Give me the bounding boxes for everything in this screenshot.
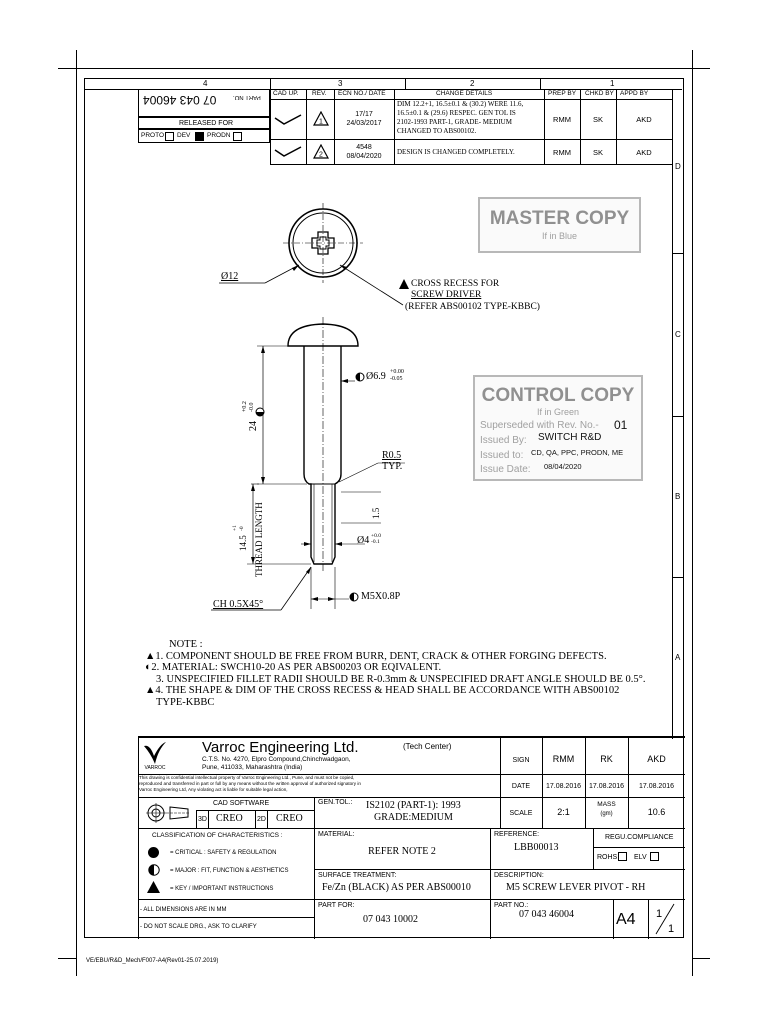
crop-mark [58, 958, 76, 959]
ecn-number: 17/17 [355, 111, 373, 118]
issued-to-value: CD, QA, PPC, PRODN, ME [531, 448, 624, 457]
title-block [138, 736, 685, 939]
cad-2d-value: CREO [276, 813, 303, 824]
zone-label: D [675, 162, 681, 171]
thread-spec: M5X0.8P [361, 591, 401, 602]
change-detail: 2102-1993 PART-1, GRADE- MEDIUM [397, 118, 512, 126]
dim-tolerance: -0.05 [390, 376, 403, 382]
cross-recess-note: (REFER ABS00102 TYPE-KBBC) [405, 302, 540, 312]
dim-tolerance: +0.00 [390, 369, 404, 375]
description-label: DESCRIPTION: [494, 872, 544, 879]
crop-mark [692, 68, 710, 69]
surface-label: SURFACE TREATMENT: [318, 872, 397, 879]
col-header: ECN NO./ DATE [338, 90, 386, 97]
classification-title: CLASSIFICATION OF CHARACTERISTICS : [152, 832, 283, 839]
part-for-value: 07 043 10002 [363, 914, 418, 925]
dim-tolerance: -0 [239, 526, 245, 531]
varroc-logo-icon [142, 740, 168, 770]
change-detail: 16.5±0.1 & (29.6) RESPEC. GEN TOL IS [397, 109, 516, 117]
ecn-date: 08/04/2020 [346, 153, 382, 160]
dim-typ: TYP. [382, 461, 403, 472]
issue-date-value: 08/04/2020 [544, 462, 582, 471]
dim-dia4: Ø4 [357, 535, 370, 546]
dim-dia69: Ø6.9 [366, 371, 386, 382]
issued-by-value: SWITCH R&D [538, 432, 602, 443]
scale-value: 2:1 [557, 807, 570, 817]
master-copy-sub: If in Blue [541, 231, 578, 241]
note-4 [145, 685, 670, 697]
gen-tol-value: IS2102 (PART-1): 1993 [366, 800, 461, 811]
form-reference: VE/EBU/R&D_Mech/F007-A4(Rev01-25.07.2019) [86, 958, 219, 964]
scale-label: SCALE [509, 810, 533, 817]
thread-length-label: THREAD LENGTH [254, 502, 264, 577]
company-address: Pune, 411033, Maharashtra (India) [202, 764, 303, 771]
reference-value: LBB00013 [514, 842, 559, 853]
cad-software-label: CAD SOFTWARE [213, 800, 270, 807]
description-value: M5 SCREW LEVER PIVOT - RH [506, 882, 646, 893]
zone-label: 1 [610, 79, 615, 88]
dim-tolerance: +1 [232, 525, 238, 531]
mass-label: MASS [597, 801, 616, 808]
key-triangle-icon: ▲ [145, 650, 156, 662]
major-symbol-icon: ◐ [145, 662, 152, 673]
part-no-mirrored: 07 043 46004 [143, 93, 217, 107]
elv-label: ELV [634, 854, 647, 861]
notes-block [145, 639, 670, 708]
gen-tol-label: GEN.TOL.: [318, 799, 353, 806]
scale-note: - DO NOT SCALE DRG., ASK TO CLARIFY [140, 924, 257, 930]
dim-tolerance: -0.1 [371, 539, 380, 545]
superseded-rev: 01 [614, 418, 628, 432]
major-symbol-icon [148, 864, 160, 876]
col-header: CHANGE DETAILS [436, 90, 493, 97]
appd-by: AKD [636, 115, 652, 124]
prep-by: RMM [553, 148, 571, 157]
superseded-label: Superseded with Rev. No.- [480, 420, 599, 431]
frame-rule [76, 68, 77, 958]
confidential-note: This drawing is confidential intellectual property of Varroc Engineering Ltd., Pune, and must not be copied, [139, 775, 355, 780]
part-for-label: PART FOR: [318, 902, 355, 909]
tech-center: (Tech Center) [403, 742, 452, 751]
mass-value: 10.6 [647, 807, 666, 817]
crop-mark [58, 68, 76, 69]
note-1 [145, 651, 670, 663]
rev-number: 1 [319, 118, 323, 126]
sign-label: SIGN [512, 757, 530, 764]
cad-3d-value: CREO [216, 813, 243, 824]
company-name: Varroc Engineering Ltd. [202, 739, 359, 756]
reference-label: REFERENCE: [494, 831, 540, 838]
dims-note: - ALL DIMENSIONS ARE IN MM [140, 907, 227, 913]
dim-r05: R0.5 [382, 450, 402, 461]
key-triangle-icon: ▲ [145, 685, 156, 696]
col-header: CHKD BY [585, 90, 614, 97]
date-chk: 17.08.2016 [588, 783, 625, 790]
rev-number: 2 [319, 151, 323, 159]
dim-15: 1.5 [371, 507, 381, 519]
svg-text:VARROC: VARROC [144, 765, 166, 770]
zone-label: 3 [338, 79, 343, 88]
prodn-label: PRODN [207, 132, 231, 139]
zone-label: B [675, 492, 681, 501]
prep-by: RMM [553, 115, 571, 124]
date-label: DATE [511, 783, 531, 790]
key-label: = KEY / IMPORTANT INSTRUCTIONS [170, 886, 274, 892]
regu-compliance-label: REGU.COMPLIANCE [605, 834, 674, 841]
issue-date-label: Issue Date: [480, 464, 531, 475]
rohs-label: ROHS [597, 854, 618, 861]
major-symbol-icon [256, 408, 264, 416]
note-2 [145, 662, 670, 674]
ecn-number: 4548 [356, 144, 372, 151]
gen-tol-value: GRADE:MEDIUM [374, 812, 453, 823]
chamfer-spec: CH 0.5X45° [213, 599, 264, 610]
note-3 [145, 674, 670, 686]
svg-text:1: 1 [655, 908, 663, 920]
dim-tolerance: +0.0 [371, 533, 381, 539]
proto-label: PROTO [141, 132, 164, 139]
critical-symbol-icon [148, 847, 159, 858]
sheet-number [650, 902, 680, 936]
crop-mark [692, 958, 710, 959]
note-4-cont [145, 697, 670, 709]
sheet-size: A4 [616, 911, 636, 928]
zone-label: 2 [470, 79, 475, 88]
change-detail: DIM 12.2+1, 16.5±0.1 & (30.2) WERE 11.6, [397, 100, 524, 108]
chkd-by: SK [592, 115, 603, 124]
zone-label: C [675, 330, 681, 339]
date-prep: 17.08.2016 [545, 783, 582, 790]
col-header: APPD BY [620, 90, 649, 97]
date-appd: 17.08.2016 [638, 783, 675, 790]
issued-by-label: Issued By: [480, 435, 527, 446]
frame-rule [692, 68, 693, 958]
sign-chk: RK [600, 754, 613, 764]
confidential-note: reproduced and transferred in part or full by any means without the written approval of authorized signatory in [139, 781, 361, 786]
part-no-label: PART NO.: [494, 902, 529, 909]
crop-mark [76, 958, 77, 976]
col-header: PREP BY [548, 90, 577, 97]
change-detail: CHANGED TO ABS00102. [397, 127, 477, 135]
major-symbol-icon [350, 593, 358, 601]
note-4b-text: TYPE-KBBC [156, 696, 215, 708]
change-detail: DESIGN IS CHANGED COMPLETELY. [397, 148, 515, 156]
cross-recess-note: SCREW DRIVER [411, 290, 482, 300]
cross-recess-note: CROSS RECESS FOR [411, 279, 500, 289]
confidential-note: Varroc Engineering Ltd, Any violating act is liable for suitable legal action, [139, 787, 288, 792]
control-copy-title: CONTROL COPY [481, 385, 635, 406]
mass-unit: (gm) [600, 811, 613, 817]
key-triangle-icon [147, 881, 160, 893]
chkd-by: SK [592, 148, 603, 157]
rohs-checkbox[interactable] [618, 852, 627, 861]
elv-checkbox[interactable] [650, 852, 659, 861]
material-label: MATERIAL: [318, 831, 355, 838]
note-3-text: 3. UNSPECIFIED FILLET RADII SHOULD BE R-0.3mm & UNSPECIFIED DRAFT ANGLE SHOULD BE 0.5°. [156, 673, 646, 685]
screw-shank [304, 346, 341, 564]
control-copy-sub: If in Green [536, 407, 580, 417]
dim-tolerance: +0.2 [242, 401, 248, 412]
sign-prep: RMM [552, 754, 575, 764]
surface-value: Fe/Zn (BLACK) AS PER ABS00010 [322, 882, 471, 893]
cad-3d-label: 3D [198, 816, 207, 823]
appd-by: AKD [636, 148, 652, 157]
dim-tolerance: -0.0 [249, 402, 255, 412]
dev-label: DEV [177, 132, 191, 139]
dim-24: 24 [248, 421, 259, 431]
note-1-text: 1. COMPONENT SHOULD BE FREE FROM BURR, DENT, CRACK & OTHER FORGING DEFECTS. [155, 650, 607, 662]
crop-mark [76, 50, 77, 68]
issued-to-label: Issued to: [480, 450, 524, 461]
drawing-sheet [84, 78, 684, 938]
zone-label: 4 [203, 79, 208, 88]
master-copy-title: MASTER COPY [489, 208, 630, 229]
notes-title: NOTE : [169, 639, 203, 650]
frame-rule [76, 68, 692, 69]
dim-dia12: Ø12 [221, 271, 239, 282]
sign-appd: AKD [647, 754, 666, 764]
col-header: CAD UP. [273, 90, 299, 97]
part-no-value: 07 043 46004 [519, 909, 574, 920]
crop-mark [692, 958, 693, 976]
key-triangle-icon [399, 279, 409, 289]
part-no-label: PART NO. [233, 94, 261, 100]
major-symbol-icon [356, 373, 364, 381]
note-2-text: 2. MATERIAL: SWCH10-20 AS PER ABS00203 OR EQIVALENT. [151, 662, 442, 673]
ecn-date: 24/03/2017 [346, 120, 382, 127]
note-4-text: 4. THE SHAPE & DIM OF THE CROSS RECESS & HEAD SHALL BE ACCORDANCE WITH ABS00102 [155, 685, 620, 696]
zone-label: A [675, 653, 681, 662]
company-address: C.T.S. No. 4270, Elpro Compound,Chinchwadgaon, [202, 756, 351, 763]
major-label: = MAJOR : FIT, FUNCTION & AESTHETICS [170, 868, 289, 874]
material-value: REFER NOTE 2 [368, 846, 436, 857]
dim-145: 14.5 [238, 535, 248, 551]
cad-2d-label: 2D [257, 816, 266, 823]
crop-mark [692, 50, 693, 68]
projection-symbol-icon [146, 803, 190, 823]
svg-text:1: 1 [667, 923, 675, 935]
released-for-label: RELEASED FOR [179, 120, 234, 127]
col-header: REV. [312, 90, 327, 97]
critical-label: = CRITICAL : SAFETY & REGULATION [170, 850, 277, 856]
